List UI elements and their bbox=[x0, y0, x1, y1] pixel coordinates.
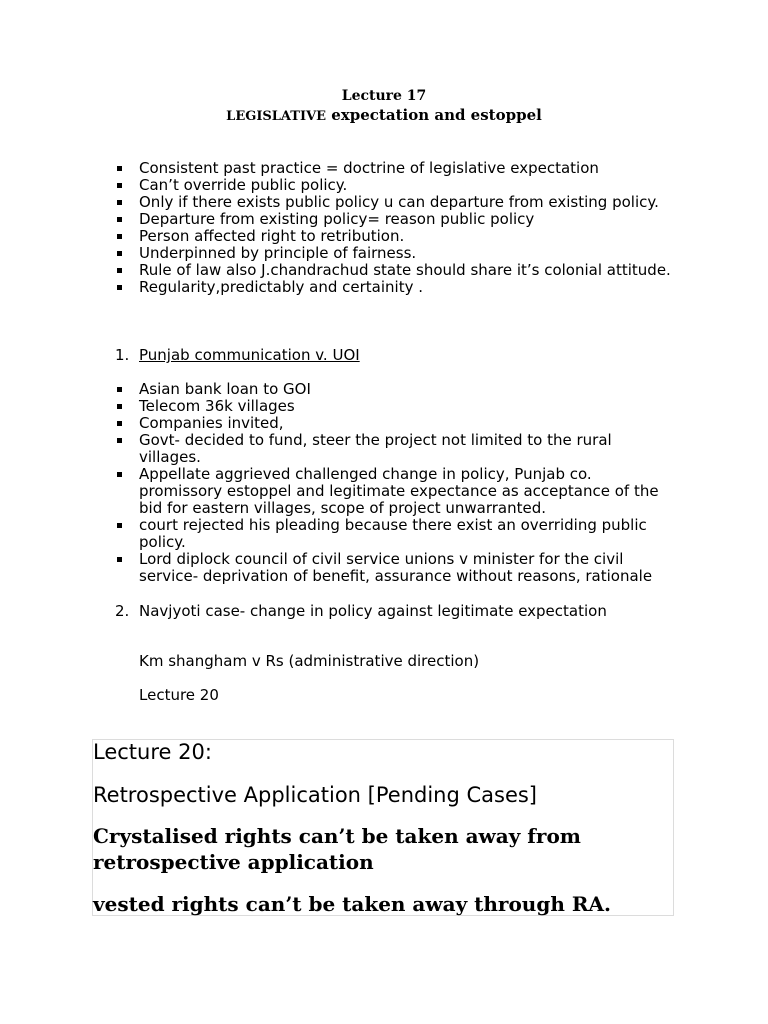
list-item: Appellate aggrieved challenged change in policy, Punjab co. promissory estoppel and legitimate expectance as acceptance of the bid for eastern villages, scope of project unwarranted. bbox=[115, 466, 675, 517]
case-item bbox=[115, 347, 675, 364]
list-item: Consistent past practice = doctrine of legislative expectation bbox=[115, 160, 675, 177]
list-item: Underpinned by principle of fairness. bbox=[115, 245, 675, 262]
case-title: Punjab communication v. UOI bbox=[139, 346, 360, 364]
lecture-title: Lecture 17 bbox=[341, 88, 427, 104]
list-item: Lord diplock council of civil service unions v minister for the civil service- deprivation of benefit, assurance without reasons, rationale bbox=[115, 551, 675, 585]
case-note: Km shangham v Rs (administrative direction) bbox=[139, 652, 480, 670]
case-number: 1. bbox=[115, 346, 130, 364]
subtitle-rest: expectation and estoppel bbox=[326, 106, 542, 124]
bullet-list-1 bbox=[115, 160, 675, 296]
list-item: Departure from existing policy= reason public policy bbox=[115, 211, 675, 228]
case-list-1 bbox=[115, 347, 675, 364]
case-number: 2. bbox=[115, 602, 130, 620]
box-line-2: vested rights can’t be taken away through RA. bbox=[93, 892, 611, 916]
box-line-1: Crystalised rights can’t be taken away from retrospective application bbox=[93, 824, 581, 874]
list-item: Telecom 36k villages bbox=[115, 398, 675, 415]
list-item: court rejected his pleading because there exist an overriding public policy. bbox=[115, 517, 675, 551]
list-item: Only if there exists public policy u can departure from existing policy. bbox=[115, 194, 675, 211]
box-heading: Lecture 20: bbox=[93, 740, 212, 764]
list-item: Regularity,predictably and certainity . bbox=[115, 279, 675, 296]
box-subheading: Retrospective Application [Pending Cases] bbox=[93, 783, 538, 807]
case-title: Navjyoti case- change in policy against legitimate expectation bbox=[139, 602, 607, 620]
list-item: Rule of law also J.chandrachud state should share it’s colonial attitude. bbox=[115, 262, 675, 279]
subtitle-caps: LEGISLATIVE bbox=[226, 109, 327, 124]
next-lecture-label: Lecture 20 bbox=[139, 686, 219, 704]
lecture-subtitle bbox=[0, 106, 768, 126]
list-item: Govt- decided to fund, steer the project not limited to the rural villages. bbox=[115, 432, 675, 466]
case-item bbox=[115, 603, 675, 620]
case-list-2 bbox=[115, 603, 675, 620]
list-item: Companies invited, bbox=[115, 415, 675, 432]
list-item: Person affected right to retribution. bbox=[115, 228, 675, 245]
list-item: Asian bank loan to GOI bbox=[115, 381, 675, 398]
bullet-list-2 bbox=[115, 381, 675, 585]
list-item: Can’t override public policy. bbox=[115, 177, 675, 194]
